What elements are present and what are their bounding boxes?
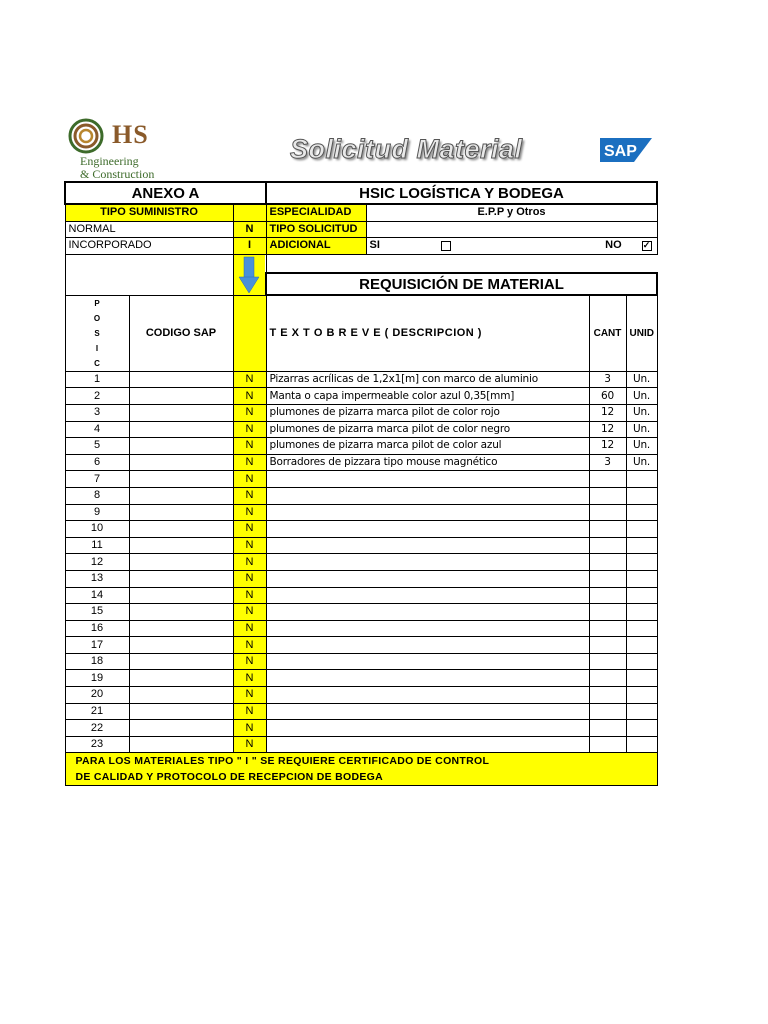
table-row xyxy=(65,537,657,554)
row-codigo-sap[interactable] xyxy=(129,620,233,637)
row-codigo-sap[interactable] xyxy=(129,554,233,571)
rows-body xyxy=(65,371,657,753)
table-row xyxy=(65,521,657,538)
requisition-title: REQUISICIÓN DE MATERIAL xyxy=(266,273,657,295)
row-description[interactable] xyxy=(266,487,589,504)
row-codigo-sap[interactable] xyxy=(129,653,233,670)
table-row xyxy=(65,487,657,504)
row-position: 12 xyxy=(65,554,129,571)
row-description[interactable] xyxy=(266,570,589,587)
arrow-cell xyxy=(233,254,266,295)
row-tipo: N xyxy=(233,521,266,538)
anexo-label: ANEXO A xyxy=(65,182,266,204)
row-description[interactable] xyxy=(266,604,589,621)
row-position: 21 xyxy=(65,703,129,720)
row-unidad[interactable]: Un. xyxy=(626,371,657,388)
table-row xyxy=(65,404,657,421)
row-tipo: N xyxy=(233,454,266,471)
row-codigo-sap[interactable] xyxy=(129,570,233,587)
row-description[interactable] xyxy=(266,587,589,604)
row-tipo: N xyxy=(233,487,266,504)
table-row xyxy=(65,703,657,720)
row-description[interactable]: Borradores de pizzara tipo mouse magnético xyxy=(266,454,589,471)
row-description[interactable]: plumones de pizarra marca pilot de color negro xyxy=(266,421,589,438)
row-codigo-sap[interactable] xyxy=(129,404,233,421)
footer-line-2: DE CALIDAD Y PROTOCOLO DE RECEPCION DE BODEGA xyxy=(75,771,384,784)
row-position: 5 xyxy=(65,438,129,455)
row-unidad[interactable] xyxy=(626,620,657,637)
row-position: 14 xyxy=(65,587,129,604)
row-cantidad[interactable] xyxy=(589,521,626,538)
logo-subtitle-2: & Construction xyxy=(80,167,155,181)
logo-subtitle-1: Engineering xyxy=(80,154,139,168)
row-cantidad[interactable] xyxy=(589,604,626,621)
down-arrow-icon xyxy=(238,255,260,295)
row-codigo-sap[interactable] xyxy=(129,537,233,554)
row-position: 19 xyxy=(65,670,129,687)
row-position: 23 xyxy=(65,736,129,753)
row-cantidad[interactable] xyxy=(589,720,626,737)
row-unidad[interactable] xyxy=(626,471,657,488)
row-position: 20 xyxy=(65,687,129,704)
row-position: 22 xyxy=(65,720,129,737)
row-position: 4 xyxy=(65,421,129,438)
row-position: 1 xyxy=(65,371,129,388)
row-cantidad[interactable] xyxy=(589,670,626,687)
row-description[interactable] xyxy=(266,620,589,637)
row-codigo-sap[interactable] xyxy=(129,487,233,504)
row-codigo-sap[interactable] xyxy=(129,687,233,704)
col-codigo-header: CODIGO SAP xyxy=(129,295,233,371)
row-unidad[interactable]: Un. xyxy=(626,421,657,438)
tipo-suministro-label: TIPO SUMINISTRO xyxy=(65,204,233,221)
row-tipo: N xyxy=(233,703,266,720)
table-row xyxy=(65,438,657,455)
row-cantidad[interactable] xyxy=(589,653,626,670)
row-description[interactable] xyxy=(266,554,589,571)
row-unidad[interactable] xyxy=(626,703,657,720)
normal-label: NORMAL xyxy=(65,221,233,238)
row-unidad[interactable] xyxy=(626,487,657,504)
row-tipo: N xyxy=(233,504,266,521)
row-description[interactable]: plumones de pizarra marca pilot de color azul xyxy=(266,438,589,455)
table-row xyxy=(65,604,657,621)
row-position: 6 xyxy=(65,454,129,471)
row-tipo: N xyxy=(233,404,266,421)
table-row xyxy=(65,388,657,405)
col-texto-header: T E X T O B R E V E ( DESCRIPCION ) xyxy=(266,295,589,371)
row-description[interactable]: Pizarras acrílicas de 1,2x1[m] con marco de aluminio xyxy=(266,371,589,388)
table-row xyxy=(65,421,657,438)
row-position: 15 xyxy=(65,604,129,621)
normal-code: N xyxy=(233,221,266,238)
no-checkbox[interactable] xyxy=(642,241,652,251)
row-cantidad[interactable] xyxy=(589,570,626,587)
sap-logo-icon xyxy=(600,138,652,162)
row-unidad[interactable] xyxy=(626,687,657,704)
row-position: 10 xyxy=(65,521,129,538)
especialidad-label: ESPECIALIDAD xyxy=(266,204,366,221)
row-cantidad[interactable] xyxy=(589,637,626,654)
row-tipo: N xyxy=(233,438,266,455)
table-row xyxy=(65,554,657,571)
row-tipo: N xyxy=(233,471,266,488)
row-codigo-sap[interactable] xyxy=(129,471,233,488)
row-position: 8 xyxy=(65,487,129,504)
company-logo xyxy=(68,116,168,180)
no-label: NO xyxy=(605,239,622,252)
row-cantidad[interactable] xyxy=(589,537,626,554)
tipo-suministro-spacer xyxy=(233,204,266,221)
row-cantidad[interactable] xyxy=(589,487,626,504)
especialidad-value[interactable]: E.P.P y Otros xyxy=(366,204,657,221)
row-unidad[interactable] xyxy=(626,521,657,538)
footer-note xyxy=(65,753,657,786)
row-description[interactable] xyxy=(266,653,589,670)
table-row xyxy=(65,720,657,737)
row-unidad[interactable] xyxy=(626,604,657,621)
department-title: HSIC LOGÍSTICA Y BODEGA xyxy=(266,182,657,204)
row-tipo: N xyxy=(233,670,266,687)
row-tipo: N xyxy=(233,537,266,554)
row-cantidad[interactable] xyxy=(589,504,626,521)
row-cantidad[interactable]: 12 xyxy=(589,421,626,438)
row-tipo: N xyxy=(233,570,266,587)
table-row xyxy=(65,653,657,670)
row-description[interactable] xyxy=(266,637,589,654)
blank-header-cell xyxy=(65,254,233,295)
row-cantidad[interactable]: 3 xyxy=(589,454,626,471)
row-description[interactable] xyxy=(266,670,589,687)
col-cant-header: CANT xyxy=(589,295,626,371)
row-description[interactable] xyxy=(266,471,589,488)
col-unid-header: UNID xyxy=(626,295,657,371)
row-tipo: N xyxy=(233,604,266,621)
row-description[interactable]: Manta o capa impermeable color azul 0,35[mm] xyxy=(266,388,589,405)
row-description[interactable] xyxy=(266,687,589,704)
spacer-cell xyxy=(266,254,657,273)
row-tipo: N xyxy=(233,421,266,438)
row-position: 2 xyxy=(65,388,129,405)
logo-text: HS xyxy=(112,120,149,149)
col-tipo-header xyxy=(233,295,266,371)
table-row xyxy=(65,570,657,587)
row-cantidad[interactable] xyxy=(589,587,626,604)
row-codigo-sap[interactable] xyxy=(129,421,233,438)
row-tipo: N xyxy=(233,736,266,753)
sap-label: SAP xyxy=(604,143,637,160)
row-codigo-sap[interactable] xyxy=(129,587,233,604)
row-codigo-sap[interactable] xyxy=(129,720,233,737)
row-description[interactable]: plumones de pizarra marca pilot de color rojo xyxy=(266,404,589,421)
row-codigo-sap[interactable] xyxy=(129,736,233,753)
row-cantidad[interactable] xyxy=(589,687,626,704)
table-row xyxy=(65,471,657,488)
row-unidad[interactable] xyxy=(626,670,657,687)
row-tipo: N xyxy=(233,687,266,704)
row-unidad[interactable]: Un. xyxy=(626,404,657,421)
row-description[interactable] xyxy=(266,720,589,737)
row-unidad[interactable] xyxy=(626,736,657,753)
table-row xyxy=(65,620,657,637)
si-checkbox[interactable] xyxy=(441,241,451,251)
row-codigo-sap[interactable] xyxy=(129,604,233,621)
row-tipo: N xyxy=(233,637,266,654)
table-row xyxy=(65,670,657,687)
row-unidad[interactable]: Un. xyxy=(626,454,657,471)
row-unidad[interactable]: Un. xyxy=(626,388,657,405)
table-row xyxy=(65,587,657,604)
row-tipo: N xyxy=(233,388,266,405)
row-tipo: N xyxy=(233,620,266,637)
row-cantidad[interactable] xyxy=(589,703,626,720)
requisition-form xyxy=(64,181,658,786)
row-position: 3 xyxy=(65,404,129,421)
row-cantidad[interactable]: 12 xyxy=(589,404,626,421)
row-unidad[interactable] xyxy=(626,504,657,521)
row-unidad[interactable]: Un. xyxy=(626,438,657,455)
row-cantidad[interactable]: 12 xyxy=(589,438,626,455)
row-unidad[interactable] xyxy=(626,554,657,571)
row-unidad[interactable] xyxy=(626,637,657,654)
table-row xyxy=(65,504,657,521)
table-row xyxy=(65,454,657,471)
row-position: 9 xyxy=(65,504,129,521)
table-row xyxy=(65,637,657,654)
row-cantidad[interactable]: 3 xyxy=(589,371,626,388)
si-label: SI xyxy=(369,239,380,252)
row-position: 16 xyxy=(65,620,129,637)
adicional-label: ADICIONAL xyxy=(266,238,366,255)
row-codigo-sap[interactable] xyxy=(129,438,233,455)
row-position: 17 xyxy=(65,637,129,654)
row-position: 11 xyxy=(65,537,129,554)
row-cantidad[interactable] xyxy=(589,620,626,637)
row-codigo-sap[interactable] xyxy=(129,521,233,538)
row-position: 7 xyxy=(65,471,129,488)
row-description[interactable] xyxy=(266,537,589,554)
row-codigo-sap[interactable] xyxy=(129,504,233,521)
row-position: 13 xyxy=(65,570,129,587)
document-title: Solicitud Material xyxy=(290,134,523,164)
incorporado-label: INCORPORADO xyxy=(65,238,233,255)
incorporado-code: I xyxy=(233,238,266,255)
table-row xyxy=(65,371,657,388)
tipo-solicitud-label: TIPO SOLICITUD xyxy=(266,221,366,238)
si-no-selector xyxy=(366,238,657,255)
footer-line-1: PARA LOS MATERIALES TIPO " I " SE REQUIERE CERTIFICADO DE CONTROL xyxy=(75,755,490,768)
row-tipo: N xyxy=(233,554,266,571)
row-tipo: N xyxy=(233,587,266,604)
swirl-logo-icon xyxy=(68,118,104,154)
row-codigo-sap[interactable] xyxy=(129,454,233,471)
row-cantidad[interactable] xyxy=(589,471,626,488)
row-description[interactable] xyxy=(266,504,589,521)
table-row xyxy=(65,687,657,704)
row-description[interactable] xyxy=(266,521,589,538)
row-position: 18 xyxy=(65,653,129,670)
row-tipo: N xyxy=(233,371,266,388)
row-cantidad[interactable]: 60 xyxy=(589,388,626,405)
table-row xyxy=(65,736,657,753)
row-description[interactable] xyxy=(266,736,589,753)
row-codigo-sap[interactable] xyxy=(129,670,233,687)
row-tipo: N xyxy=(233,653,266,670)
row-codigo-sap[interactable] xyxy=(129,388,233,405)
row-tipo: N xyxy=(233,720,266,737)
tipo-solicitud-value xyxy=(366,221,657,238)
row-unidad[interactable] xyxy=(626,653,657,670)
row-unidad[interactable] xyxy=(626,537,657,554)
row-description[interactable] xyxy=(266,703,589,720)
title-banner xyxy=(290,134,660,170)
row-codigo-sap[interactable] xyxy=(129,371,233,388)
row-unidad[interactable] xyxy=(626,570,657,587)
row-unidad[interactable] xyxy=(626,587,657,604)
row-unidad[interactable] xyxy=(626,720,657,737)
row-codigo-sap[interactable] xyxy=(129,703,233,720)
row-cantidad[interactable] xyxy=(589,554,626,571)
col-posic-header: P O S I C xyxy=(65,295,129,371)
row-cantidad[interactable] xyxy=(589,736,626,753)
row-codigo-sap[interactable] xyxy=(129,637,233,654)
